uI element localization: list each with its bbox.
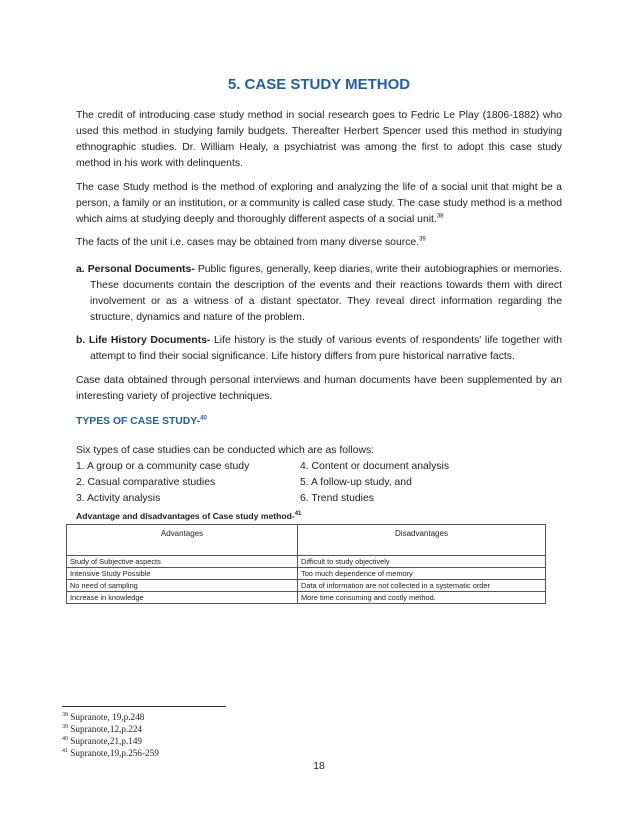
intro-text: The credit of introducing case study method in social research goes to Fedric Le Play (1806-1882) who used this method in studying family budgets. Thereafter Herbert Spencer used this method in studying ethnographic studies. Dr. William Healy, a psychiatrist was among the first to adopt this case study method in his work with delinquents. bbox=[76, 110, 562, 169]
types-left-column bbox=[76, 459, 249, 507]
footnote bbox=[62, 723, 142, 735]
table-row bbox=[67, 592, 546, 604]
footnote-text: Supranote,21,p.149 bbox=[70, 736, 143, 746]
table-row bbox=[67, 580, 546, 592]
table-row bbox=[67, 568, 546, 580]
advantages-table bbox=[66, 524, 546, 604]
definition-paragraph bbox=[76, 180, 562, 228]
case-data-paragraph bbox=[76, 373, 562, 405]
footnote-number: 40 bbox=[62, 735, 68, 742]
footnote-number: 39 bbox=[62, 723, 68, 730]
intro-paragraph bbox=[76, 108, 562, 172]
type-item: 6. Trend studies bbox=[300, 493, 374, 504]
types-heading bbox=[76, 416, 207, 427]
type-item: 4. Content or document analysis bbox=[300, 461, 450, 472]
footnote bbox=[62, 735, 142, 747]
footnote bbox=[62, 747, 159, 759]
personal-documents-label: a. Personal Documents- bbox=[76, 264, 195, 275]
table-header-row bbox=[67, 525, 546, 556]
life-history-item bbox=[76, 333, 562, 365]
footnote-text: Supranote, 19,p.248 bbox=[70, 712, 145, 722]
disadvantage-cell: Difficult to study objectively bbox=[298, 556, 546, 568]
footnote-text: Supranote,19,p.256-259 bbox=[70, 748, 159, 758]
page-title: 5. CASE STUDY METHOD bbox=[227, 76, 411, 93]
disadvantage-cell: More time consuming and costly method. bbox=[298, 592, 546, 604]
personal-documents-item bbox=[76, 262, 562, 326]
advantages-header: Advantages bbox=[67, 525, 298, 556]
type-item: 2. Casual comparative studies bbox=[76, 477, 216, 488]
advantage-cell: Intensive Study Possible bbox=[67, 568, 298, 580]
footnote-text: Supranote,12,p.224 bbox=[70, 724, 143, 734]
table-caption-text: Advantage and disadvantages of Case study method- bbox=[76, 511, 295, 521]
table-caption bbox=[76, 511, 301, 521]
advantage-cell: No need of sampling bbox=[67, 580, 298, 592]
type-item: 1. A group or a community case study bbox=[76, 461, 250, 472]
type-item: 5. A follow-up study, and bbox=[300, 477, 412, 488]
advantage-cell: Increase in knowledge bbox=[67, 592, 298, 604]
advantage-cell: Study of Subjective aspects bbox=[67, 556, 298, 568]
type-item: 3. Activity analysis bbox=[76, 493, 161, 504]
disadvantage-cell: Data of information are not collected in a systematic order bbox=[298, 580, 546, 592]
types-intro: Six types of case studies can be conducted which are as follows: bbox=[76, 445, 375, 456]
footnote-number: 41 bbox=[62, 747, 68, 754]
footnote bbox=[62, 711, 144, 723]
life-history-label: b. Life History Documents- bbox=[76, 335, 211, 346]
life-history-text: Life history is the study of various events of respondents' life together with attempt to find their social significance. Life history differs from pure historical narrative facts. bbox=[90, 335, 562, 362]
footnote-ref-40: 40 bbox=[200, 415, 207, 422]
footnote-number: 38 bbox=[62, 711, 68, 718]
footnote-ref-39: 39 bbox=[419, 236, 426, 243]
footnote-ref-38: 38 bbox=[436, 213, 444, 220]
footnote-divider bbox=[62, 706, 226, 707]
disadvantages-header: Disadvantages bbox=[298, 525, 546, 556]
page-number: 18 bbox=[313, 761, 325, 772]
sources-paragraph bbox=[76, 235, 562, 251]
disadvantage-cell: Too much dependence of memory bbox=[298, 568, 546, 580]
types-right-column bbox=[300, 459, 449, 507]
types-heading-text: TYPES OF CASE STUDY- bbox=[76, 416, 201, 427]
footnote-ref-41: 41 bbox=[294, 511, 302, 518]
personal-documents-text: Public figures, generally, keep diaries, write their autobiographies or memories. These documents contain the description of the events and their reactions towards them with direct involvement or as a witness of a distant spectator. They reveal direct information regarding the structure, dynamics and nature of the problem. bbox=[90, 264, 562, 323]
case-data-text: Case data obtained through personal interviews and human documents have been supplemented by an interesting variety of projective techniques. bbox=[76, 375, 562, 402]
definition-text: The case Study method is the method of exploring and analyzing the life of a social unit that might be a person, a family or an institution, or a community is called case study. The case study method is a method which aims at studying deeply and thoroughly different aspects of a social unit. bbox=[76, 182, 562, 225]
table-row bbox=[67, 556, 546, 568]
sources-text: The facts of the unit i.e. cases may be obtained from many diverse source. bbox=[76, 237, 420, 248]
